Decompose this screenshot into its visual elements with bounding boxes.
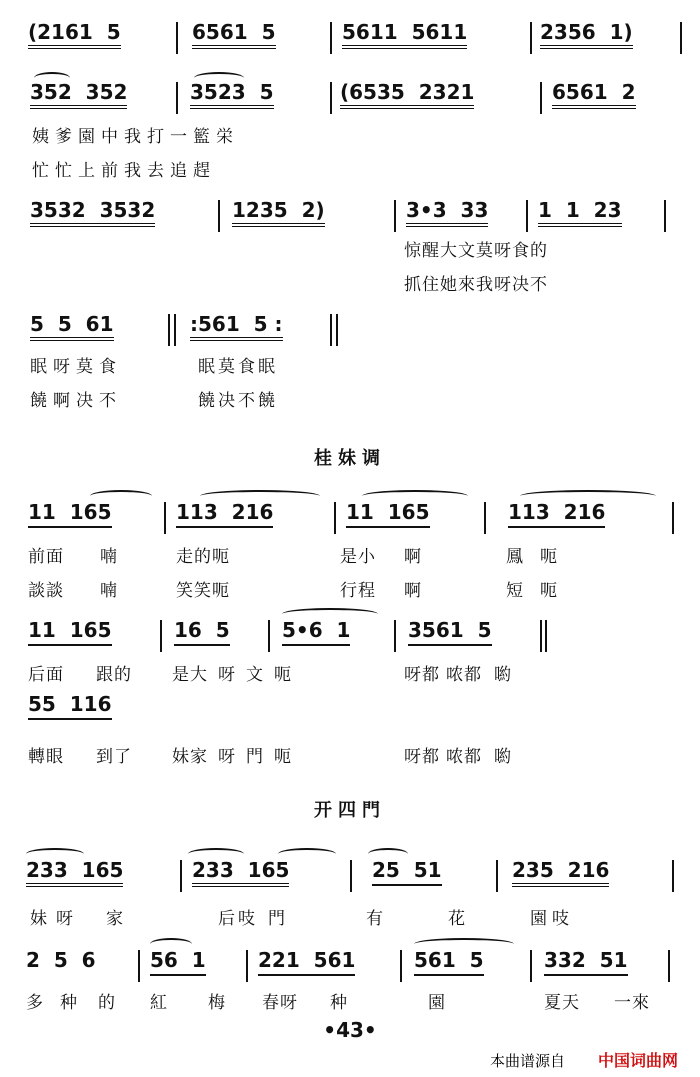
lyric-text: 呃 — [274, 665, 292, 685]
lyric-text: 園 — [530, 909, 548, 929]
bar-line — [176, 82, 178, 114]
measure: 561 5 — [414, 948, 484, 976]
lyric-text: 妹 — [30, 909, 48, 929]
bar-line — [400, 950, 402, 982]
lyric-text: 是小 — [340, 547, 376, 567]
lyric-text: 夏天 — [544, 993, 580, 1013]
lyric-text: 啊 — [404, 547, 422, 567]
measure: (6535 2321 — [340, 80, 474, 109]
bar-line — [138, 950, 140, 982]
bar-line — [164, 502, 166, 534]
lyric-text: 后面 — [28, 665, 64, 685]
measure: 113 216 — [176, 500, 273, 528]
lyric-text: 有 — [366, 909, 384, 929]
lyric-text: 呃 — [540, 547, 558, 567]
lyric-text: 的 — [98, 993, 116, 1013]
lyric-text: 一來 — [614, 993, 650, 1013]
lyric-text: 饒啊决不 — [30, 391, 122, 411]
lyric-text: 鳳 — [506, 547, 524, 567]
measure: 11 165 — [346, 500, 430, 528]
bar-line — [668, 950, 670, 982]
bar-line — [530, 22, 532, 54]
bar-line — [672, 860, 674, 892]
lyric-text: 園 — [428, 993, 446, 1013]
bar-line — [180, 860, 182, 892]
site-watermark[interactable]: 中国词曲网 — [598, 1051, 679, 1070]
lyric-text: 忙忙上前我去追趕 — [32, 161, 216, 181]
notation-line — [0, 498, 700, 528]
lyric-text: 喃 — [100, 581, 118, 601]
section-title: 桂妹调 — [314, 448, 386, 469]
lyric-text: 呀 — [56, 909, 74, 929]
measure: 233 165 — [192, 858, 289, 887]
measure: :561 5 : — [190, 312, 283, 341]
bar-line — [268, 620, 270, 652]
measure: 1235 2) — [232, 198, 325, 227]
lyric-text: 短 — [506, 581, 524, 601]
lyric-text: 家 — [106, 909, 124, 929]
lyric-text: 談談 — [28, 581, 64, 601]
bar-line — [330, 314, 332, 346]
lyric-text: 花 — [448, 909, 466, 929]
lyric-text: 多 — [26, 993, 44, 1013]
lyric-text: 走的呃 — [176, 547, 230, 567]
section-title: 开四門 — [314, 800, 386, 821]
notation-line — [0, 78, 700, 108]
bar-line — [160, 620, 162, 652]
lyric-text: 呃 — [540, 581, 558, 601]
lyric-text: 喲 — [494, 665, 512, 685]
measure: 233 165 — [26, 858, 123, 887]
bar-line — [350, 860, 352, 892]
measure: 5•6 1 — [282, 618, 350, 646]
lyric-line — [0, 742, 700, 768]
measure: 11 165 — [28, 618, 112, 646]
lyric-text: 哝都 — [446, 747, 482, 767]
lyric-text: 呀都 — [404, 665, 440, 685]
measure: 3523 5 — [190, 80, 274, 109]
notation-line — [0, 196, 700, 226]
lyric-text: 呀 — [218, 747, 236, 767]
bar-line — [530, 950, 532, 982]
measure: 6561 5 — [192, 20, 276, 49]
lyric-text: 門 — [246, 747, 264, 767]
bar-line — [336, 314, 338, 346]
bar-line — [394, 620, 396, 652]
lyric-text: 眠呀莫食 — [30, 357, 122, 377]
measure: 5611 5611 — [342, 20, 467, 49]
measure: 1 1 23 — [538, 198, 622, 227]
bar-line — [680, 22, 682, 54]
measure: 55 116 — [28, 692, 112, 720]
bar-line — [218, 200, 220, 232]
bar-line — [672, 502, 674, 534]
lyric-line — [0, 542, 700, 568]
measure: 113 216 — [508, 500, 605, 528]
notation-line — [0, 310, 700, 340]
lyric-text: 妹家 — [172, 747, 208, 767]
bar-line — [168, 314, 170, 346]
measure: 11 165 — [28, 500, 112, 528]
lyric-text: 惊醒大文莫呀食的 — [404, 241, 548, 261]
lyric-line — [0, 660, 700, 686]
measure: 235 216 — [512, 858, 609, 887]
notation-line — [0, 690, 700, 720]
bar-line — [526, 200, 528, 232]
lyric-text: 抓住她來我呀决不 — [404, 275, 548, 295]
bar-line — [496, 860, 498, 892]
measure: 3532 3532 — [30, 198, 155, 227]
bar-line — [540, 82, 542, 114]
lyric-text: 姨爹園中我打一籃栄 — [32, 127, 239, 147]
notation-line — [0, 946, 700, 976]
lyric-text: 啊 — [404, 581, 422, 601]
lyric-text: 呀 — [218, 665, 236, 685]
measure: 6561 2 — [552, 80, 636, 109]
lyric-line — [0, 236, 700, 262]
lyric-text: 是大 — [172, 665, 208, 685]
lyric-text: 眠莫食眠 — [198, 357, 278, 377]
measure: 2356 1) — [540, 20, 633, 49]
lyric-text: 紅 — [150, 993, 168, 1013]
lyric-text: 文 — [246, 665, 264, 685]
lyric-text: 呀都 — [404, 747, 440, 767]
lyric-text: 跟的 — [96, 665, 132, 685]
lyric-line — [0, 988, 700, 1014]
lyric-line — [0, 576, 700, 602]
bar-line — [330, 22, 332, 54]
lyric-text: 种 — [330, 993, 348, 1013]
notation-line — [0, 616, 700, 646]
lyric-text: 种 — [60, 993, 78, 1013]
measure: 221 561 — [258, 948, 355, 976]
lyric-text: 后 — [218, 909, 236, 929]
bar-line — [484, 502, 486, 534]
lyric-line — [0, 386, 700, 412]
notation-line — [0, 18, 700, 48]
lyric-text: 轉眼 — [28, 747, 64, 767]
notation-line — [0, 856, 700, 886]
measure: (2161 5 — [28, 20, 121, 49]
lyric-line — [0, 156, 700, 182]
measure: 5 5 61 — [30, 312, 114, 341]
page-number: •43• — [323, 1018, 377, 1042]
lyric-text: 吱 — [238, 909, 256, 929]
lyric-text: 哝都 — [446, 665, 482, 685]
lyric-text: 笑笑呃 — [176, 581, 230, 601]
lyric-text: 到了 — [96, 747, 132, 767]
lyric-text: 門 — [268, 909, 286, 929]
source-label: 本曲谱源自 — [490, 1052, 566, 1070]
measure: 3•3 33 — [406, 198, 488, 227]
measure: 25 51 — [372, 858, 442, 886]
lyric-text: 梅 — [208, 993, 226, 1013]
lyric-text: 喃 — [100, 547, 118, 567]
bar-line — [174, 314, 176, 346]
measure: 352 352 — [30, 80, 127, 109]
lyric-text: 行程 — [340, 581, 376, 601]
bar-line — [540, 620, 542, 652]
bar-line — [334, 502, 336, 534]
lyric-text: 饒决不饒 — [198, 391, 278, 411]
lyric-text: 前面 — [28, 547, 64, 567]
measure: 56 1 — [150, 948, 206, 976]
measure: 16 5 — [174, 618, 230, 646]
lyric-line — [0, 122, 700, 148]
lyric-text: 呃 — [274, 747, 292, 767]
bar-line — [664, 200, 666, 232]
bar-line — [394, 200, 396, 232]
lyric-line — [0, 352, 700, 378]
lyric-text: 喲 — [494, 747, 512, 767]
lyric-line — [0, 904, 700, 930]
measure: 3561 5 — [408, 618, 492, 646]
lyric-line — [0, 270, 700, 296]
measure: 332 51 — [544, 948, 628, 976]
bar-line — [246, 950, 248, 982]
lyric-text: 吱 — [552, 909, 570, 929]
bar-line — [330, 82, 332, 114]
measure: 2 5 6 — [26, 948, 96, 972]
bar-line — [176, 22, 178, 54]
lyric-text: 春呀 — [262, 993, 298, 1013]
bar-line — [545, 620, 547, 652]
